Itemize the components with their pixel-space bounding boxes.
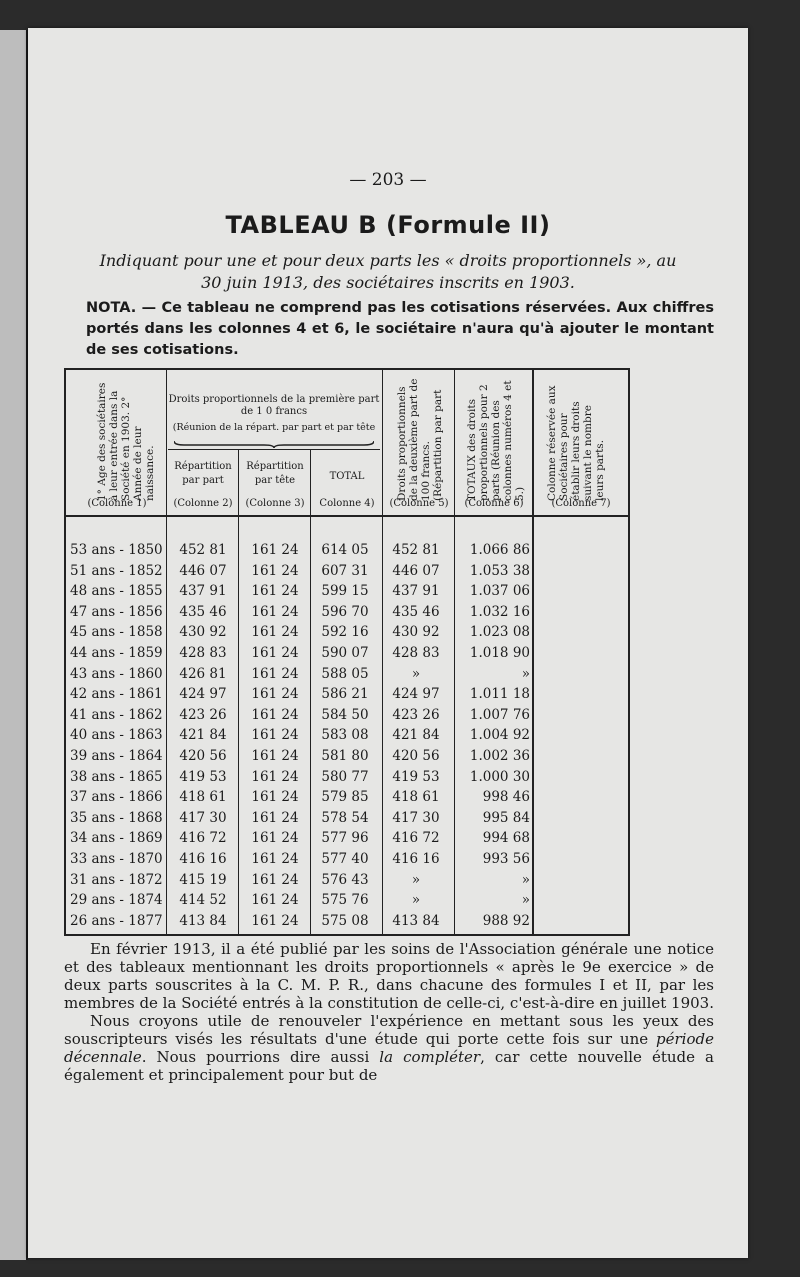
- table-row: [66, 540, 630, 561]
- total-cell: 584 50: [321, 706, 369, 723]
- repartition-par-part-cell: 421 84: [179, 727, 227, 744]
- repartition-par-part-cell: 414 52: [179, 892, 227, 909]
- col1-label: (Colonne 1): [87, 498, 147, 509]
- col5-header: Droits proportionnels de la deuxième part de 100 francs. (Répartition par part: [396, 378, 444, 501]
- col3-header: Répartition par tête: [246, 461, 304, 486]
- age-year-cell: 51 ans - 1852: [70, 562, 163, 579]
- table-row: [66, 767, 630, 788]
- col6-label: (Colonne 6): [464, 498, 524, 509]
- subtitle-line-1: Indiquant pour une et pour deux parts les « droits proportionnels », au: [99, 251, 677, 270]
- repartition-par-tete-cell: 161 24: [251, 624, 299, 641]
- total-cell: 578 54: [321, 809, 369, 826]
- deuxieme-part-cell: 421 84: [392, 727, 440, 744]
- repartition-par-part-cell: 435 46: [179, 603, 227, 620]
- deuxieme-part-cell: »: [411, 665, 421, 682]
- totaux-cell: 995 84: [482, 809, 530, 826]
- col7-header: Colonne réservée aux Sociétaires pour établir leurs droits suivant le nombre leurs parts.: [546, 385, 606, 501]
- data-table: [64, 368, 630, 936]
- group-header-title: Droits proportionnels de la première part de 1 0 francs: [168, 394, 380, 417]
- body-paragraph-2-part: , car cette nouvelle étude a également et principalement pour but de: [64, 1048, 714, 1084]
- col4-header: TOTAL: [329, 471, 365, 482]
- deuxieme-part-cell: 428 83: [392, 645, 440, 661]
- col6-header: TOTAUX des droits proportionnels pour 2 parts (Réunion des colonnes numéros 4 et 5.): [466, 380, 526, 501]
- age-year-cell: 47 ans - 1856: [70, 603, 163, 620]
- repartition-par-part-cell: 428 83: [179, 645, 227, 661]
- deuxieme-part-cell: 418 61: [392, 789, 440, 806]
- totaux-cell: 1.007 76: [469, 706, 530, 723]
- deuxieme-part-cell: 417 30: [392, 809, 440, 826]
- repartition-par-part-cell: 418 61: [179, 789, 227, 806]
- repartition-par-tete-cell: 161 24: [251, 768, 299, 785]
- age-year-cell: 39 ans - 1864: [70, 748, 163, 764]
- deuxieme-part-cell: 452 81: [392, 542, 440, 558]
- document-page: [28, 28, 748, 1258]
- repartition-par-tete-cell: 161 24: [251, 583, 299, 600]
- repartition-par-part-cell: 437 91: [179, 583, 227, 600]
- brace-icon: [174, 440, 374, 448]
- header-divider: [66, 515, 630, 517]
- total-cell: 580 77: [321, 768, 369, 785]
- repartition-par-part-cell: 417 30: [179, 809, 227, 826]
- totaux-cell: »: [521, 665, 530, 682]
- col4-label: Colonne 4): [319, 498, 375, 509]
- repartition-par-tete-cell: 161 24: [251, 892, 299, 909]
- repartition-par-tete-cell: 161 24: [251, 912, 299, 929]
- nota-paragraph: [64, 298, 714, 361]
- deuxieme-part-cell: 420 56: [392, 748, 440, 764]
- deuxieme-part-cell: 430 92: [392, 624, 440, 641]
- repartition-par-tete-cell: 161 24: [251, 706, 299, 723]
- total-cell: 579 85: [321, 789, 369, 806]
- repartition-par-part-cell: 413 84: [179, 912, 227, 929]
- col2-header: Répartition par part: [174, 461, 232, 486]
- totaux-cell: 1.032 16: [469, 603, 530, 620]
- repartition-par-part-cell: 424 97: [179, 686, 227, 703]
- table-row: [66, 870, 630, 891]
- totaux-cell: 988 92: [482, 912, 530, 929]
- body-paragraph-1: En février 1913, il a été publié par les soins de l'Association générale une notice et des tableaux mentionnant les droits proportionnels « après le 9e exercice » de deux parts souscrites à la C. M. P. R., dans chacune des formules I et II, par les membres de la Société entrés à la constitution de celle-ci, c'est-à-dire en juillet 1903.: [64, 940, 714, 1012]
- total-cell: 596 70: [321, 603, 369, 620]
- body-paragraph-2-part: . Nous pourrions dire aussi: [141, 1048, 380, 1066]
- repartition-par-part-cell: 446 07: [179, 562, 227, 579]
- col3-label: (Colonne 3): [245, 498, 305, 509]
- deuxieme-part-cell: 416 16: [392, 851, 440, 867]
- age-year-cell: 44 ans - 1859: [70, 645, 163, 661]
- col7-label: (Colonne 7): [551, 498, 611, 509]
- table-title: TABLEAU B (Formule II): [225, 211, 551, 239]
- total-cell: 599 15: [321, 583, 369, 600]
- repartition-par-part-cell: 416 72: [179, 830, 227, 847]
- total-cell: 588 05: [321, 665, 369, 682]
- nota-text: NOTA. — Ce tableau ne comprend pas les cotisations réservées. Aux chiffres portés dans les colonnes 4 et 6, le sociétaire n'aura qu'à ajouter le montant de ses cotisations.: [86, 300, 714, 358]
- repartition-par-tete-cell: 161 24: [251, 645, 299, 661]
- deuxieme-part-cell: 423 26: [392, 706, 440, 723]
- age-year-cell: 38 ans - 1865: [70, 768, 163, 785]
- repartition-par-part-cell: 426 81: [179, 665, 227, 682]
- totaux-cell: »: [521, 871, 530, 888]
- repartition-par-tete-cell: 161 24: [251, 562, 299, 579]
- totaux-cell: 1.037 06: [469, 583, 530, 600]
- totaux-cell: 1.002 36: [469, 748, 530, 764]
- table-row: [66, 808, 630, 829]
- body-text: [64, 940, 714, 1084]
- table-row: [66, 828, 630, 849]
- totaux-cell: 998 46: [482, 789, 530, 806]
- total-cell: 586 21: [321, 686, 369, 703]
- repartition-par-part-cell: 430 92: [179, 624, 227, 641]
- age-year-cell: 53 ans - 1850: [70, 542, 163, 558]
- col5-label: (Colonne 5): [389, 498, 449, 509]
- total-cell: 607 31: [321, 562, 369, 579]
- totaux-cell: 993 56: [482, 851, 530, 867]
- deuxieme-part-cell: 437 91: [392, 583, 440, 600]
- total-cell: 583 08: [321, 727, 369, 744]
- table-row: [66, 581, 630, 602]
- repartition-par-tete-cell: 161 24: [251, 603, 299, 620]
- age-year-cell: 34 ans - 1869: [70, 830, 163, 847]
- totaux-cell: 1.011 18: [469, 686, 530, 703]
- table-row: [66, 705, 630, 726]
- age-year-cell: 43 ans - 1860: [70, 665, 163, 682]
- totaux-cell: 994 68: [482, 830, 530, 847]
- repartition-par-tete-cell: 161 24: [251, 871, 299, 888]
- repartition-par-tete-cell: 161 24: [251, 830, 299, 847]
- age-year-cell: 45 ans - 1858: [70, 624, 163, 641]
- age-year-cell: 40 ans - 1863: [70, 727, 163, 744]
- repartition-par-part-cell: 415 19: [179, 871, 227, 888]
- deuxieme-part-cell: 446 07: [392, 562, 440, 579]
- total-cell: 614 05: [321, 542, 369, 558]
- repartition-par-tete-cell: 161 24: [251, 789, 299, 806]
- facing-page-edge: [0, 30, 28, 1260]
- page-number: — 203 —: [349, 170, 427, 190]
- total-cell: 575 08: [321, 912, 369, 929]
- totaux-cell: 1.053 38: [469, 562, 530, 579]
- repartition-par-tete-cell: 161 24: [251, 748, 299, 764]
- repartition-par-tete-cell: 161 24: [251, 727, 299, 744]
- table-row: [66, 664, 630, 685]
- deuxieme-part-cell: »: [411, 892, 421, 909]
- repartition-par-tete-cell: 161 24: [251, 851, 299, 867]
- col2-label: (Colonne 2): [173, 498, 233, 509]
- total-cell: 590 07: [321, 645, 369, 661]
- subheader-divider: [168, 449, 380, 450]
- total-cell: 577 40: [321, 851, 369, 867]
- totaux-cell: 1.004 92: [469, 727, 530, 744]
- repartition-par-part-cell: 452 81: [179, 542, 227, 558]
- table-row: [66, 911, 630, 932]
- total-cell: 592 16: [321, 624, 369, 641]
- age-year-cell: 37 ans - 1866: [70, 789, 163, 806]
- table-row: [66, 684, 630, 705]
- totaux-cell: 1.018 90: [469, 645, 530, 661]
- col1-header: 1° Age des sociétaires à leur entrée dans la Société en 1903. 2° Année de leur naissance.: [96, 382, 156, 501]
- repartition-par-part-cell: 416 16: [179, 851, 227, 867]
- total-cell: 576 43: [321, 871, 369, 888]
- totaux-cell: 1.023 08: [469, 624, 530, 641]
- deuxieme-part-cell: 419 53: [392, 768, 440, 785]
- deuxieme-part-cell: 424 97: [392, 686, 440, 703]
- totaux-cell: 1.000 30: [469, 768, 530, 785]
- age-year-cell: 41 ans - 1862: [70, 706, 163, 723]
- body-paragraph-2-emphasis: période décennale: [64, 1030, 714, 1066]
- table-row: [66, 622, 630, 643]
- age-year-cell: 35 ans - 1868: [70, 809, 163, 826]
- table-row: [66, 890, 630, 911]
- table-subtitle: [58, 250, 718, 294]
- repartition-par-tete-cell: 161 24: [251, 665, 299, 682]
- age-year-cell: 29 ans - 1874: [70, 892, 163, 909]
- totaux-cell: »: [521, 892, 530, 909]
- table-row: [66, 725, 630, 746]
- age-year-cell: 42 ans - 1861: [70, 686, 163, 703]
- body-paragraph-2: [64, 1012, 714, 1084]
- subtitle-line-2: 30 juin 1913, des sociétaires inscrits en 1903.: [201, 273, 575, 292]
- table-row: [66, 849, 630, 870]
- repartition-par-part-cell: 420 56: [179, 748, 227, 764]
- deuxieme-part-cell: 416 72: [392, 830, 440, 847]
- table-row: [66, 787, 630, 808]
- age-year-cell: 33 ans - 1870: [70, 851, 163, 867]
- total-cell: 577 96: [321, 830, 369, 847]
- table-row: [66, 643, 630, 664]
- repartition-par-tete-cell: 161 24: [251, 809, 299, 826]
- deuxieme-part-cell: »: [411, 871, 421, 888]
- deuxieme-part-cell: 413 84: [392, 912, 440, 929]
- deuxieme-part-cell: 435 46: [392, 603, 440, 620]
- age-year-cell: 31 ans - 1872: [70, 871, 163, 888]
- totaux-cell: 1.066 86: [469, 542, 530, 558]
- table-row: [66, 602, 630, 623]
- total-cell: 581 80: [321, 748, 369, 764]
- repartition-par-part-cell: 423 26: [179, 706, 227, 723]
- table-row: [66, 561, 630, 582]
- body-paragraph-2-emphasis: la compléter: [379, 1048, 481, 1066]
- repartition-par-tete-cell: 161 24: [251, 686, 299, 703]
- repartition-par-tete-cell: 161 24: [251, 542, 299, 558]
- age-year-cell: 26 ans - 1877: [70, 912, 163, 929]
- table-row: [66, 746, 630, 767]
- body-paragraph-2-part: Nous croyons utile de renouveler l'expérience en mettant sous les yeux des souscripteurs visés les résultats d'une étude qui porte cette fois sur une: [64, 1012, 714, 1048]
- repartition-par-part-cell: 419 53: [179, 768, 227, 785]
- total-cell: 575 76: [321, 892, 369, 909]
- age-year-cell: 48 ans - 1855: [70, 583, 163, 600]
- group-header-sub: (Réunion de la répart. par part et par tête: [172, 422, 376, 433]
